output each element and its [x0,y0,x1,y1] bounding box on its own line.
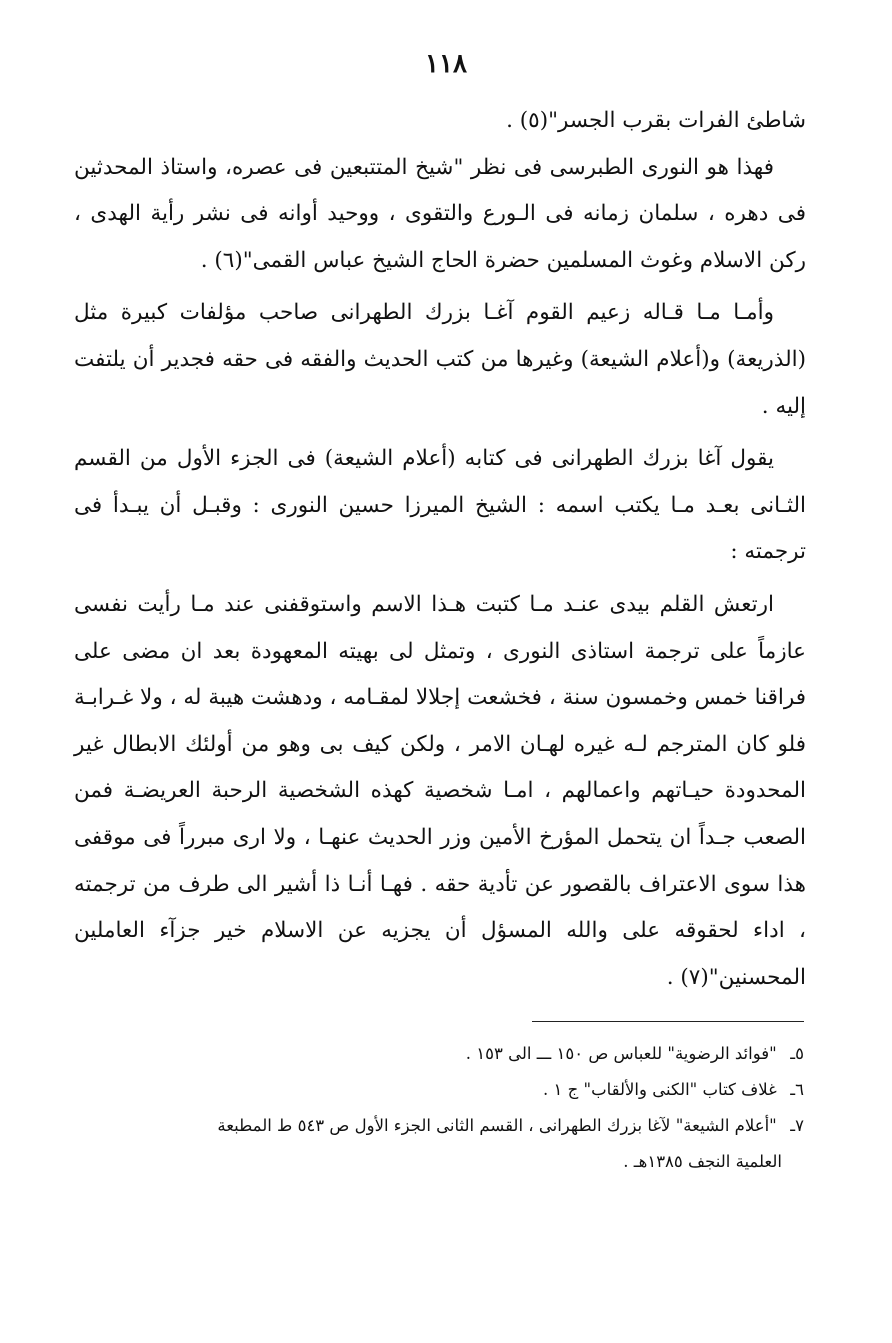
paragraph-nouri-description: فهذا هو النورى الطبرسى فى نظر "شيخ المتتبعين فى عصره، واستاذ المحدثين فى دهره ، سلمان زمانه فى الـورع والتقوى ، ووحيد أوانه فى نشر رأية الهدى ، ركن الاسلام وغوث المسلمين حضرة الحاج الشيخ عباس القمى"(٦) . [74,154,806,273]
page-number: ١١٨ [425,49,467,79]
footnote-number: ٦ـ [790,1080,804,1099]
footnote-text: "فوائد الرضوية" للعباس ص ١٥٠ ـــ الى ١٥٣ . [465,1044,777,1063]
footnote-text-continuation: العلمية النجف ١٣٨٥هـ . [623,1152,782,1171]
main-text [74,98,806,1001]
paragraph-continuation: شاطئ الفرات بقرب الجسر"(٥) . [506,108,806,133]
footnote-text: غلاف كتاب "الكنى والألقاب" ج ١ . [542,1080,777,1099]
footnote-number: ٧ـ [790,1116,804,1135]
paragraph-alam-al-shia-reference: يقول آغا بزرك الطهرانى فى كتابه (أعلام الشيعة) فى الجزء الأول من القسم الثـانى بعـد مـا يكتب اسمه : الشيخ الميرزا حسين النورى : وقبـل أن يبـدأ فى ترجمته : [74,446,806,565]
footnote [74,1036,804,1072]
footnote-divider [532,1021,804,1022]
footnote-number: ٥ـ [790,1044,804,1063]
footnote [74,1108,804,1180]
footnote [74,1072,804,1108]
paragraph-agha-bozorg-intro: وأمـا مـا قـاله زعيم القوم آغـا بزرك الطهرانى صاحب مؤلفات كبيرة مثل (الذريعة) و(أعلام الشيعة) وغيرها من كتب الحديث والفقه فى حقه فجدير أن يلتفت إليه . [74,300,806,419]
paragraph-quotation: ارتعش القلم بيدى عنـد مـا كتبت هـذا الاسم واستوقفنى عند مـا رأيت نفسى عازماً على ترجمة استاذى النورى ، وتمثل لى بهيته المعهودة بعد ان مضى على فراقنا خمس وخمسون سنة ، فخشعت إجلالا لمقـامه ، ودهشت هيبة له ، ولا غـرابـة فلو كان المترجم لـه غيره لهـان الامر ، ولكن كيف بى وهو من أولئك الابطال غير المحدودة حيـاتهم واعمالهم ، امـا شخصية كهذه الشخصية الرحبة العريضـة فمن الصعب جـداً ان يتحمل المؤرخ الأمين وزر الحديث عنهـا ، ولا ارى مبرراً فى موقفى هذا سوى الاعتراف بالقصور عن تأدية حقه . فهـا أنـا ذا أشير الى طرف من ترجمته ، اداء لحقوقه على والله المسؤل أن يجزيه عن الاسلام خير جزآء العاملين المحسنين"(٧) . [74,591,806,990]
footnotes [74,1036,804,1180]
footnote-text: "أعلام الشيعة" لآغا بزرك الطهرانى ، القسم الثانى الجزء الأول ص ٥٤٣ ط المطبعة [217,1116,777,1135]
